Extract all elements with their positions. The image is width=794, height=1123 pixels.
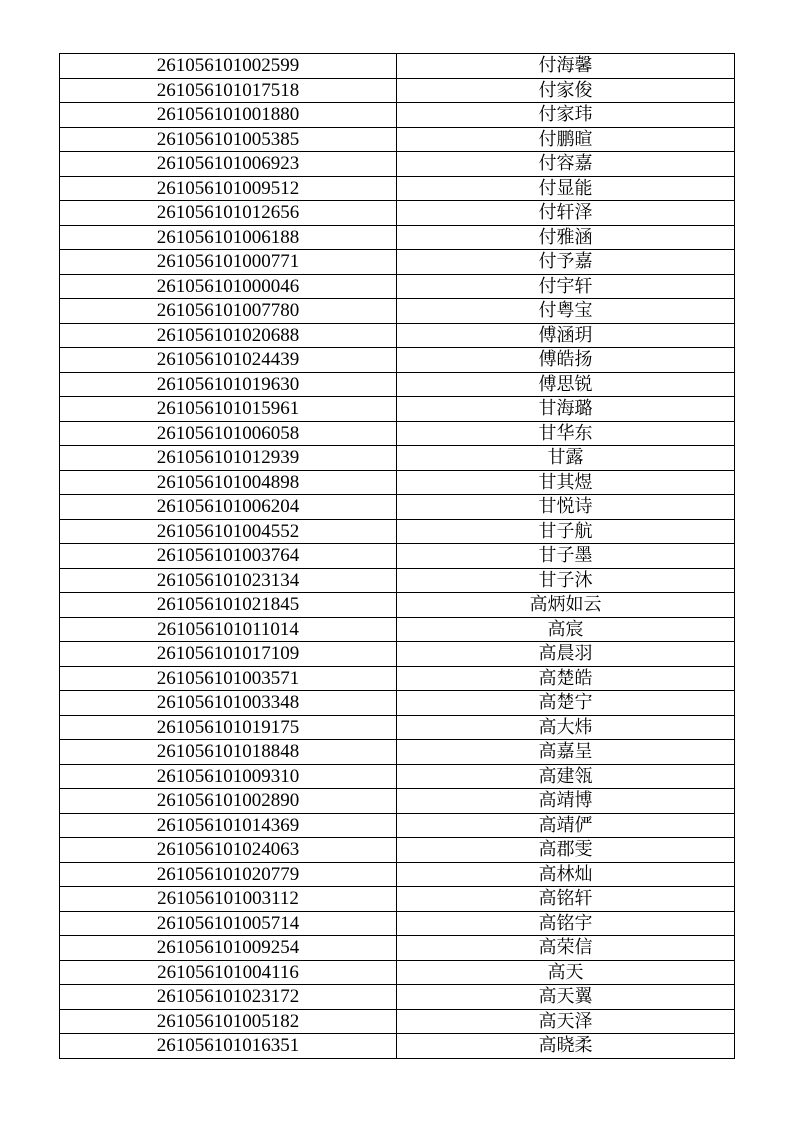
candidate-name-cell: 高大炜 xyxy=(397,715,735,740)
candidate-id-cell: 261056101006923 xyxy=(60,152,397,177)
candidate-name-cell: 甘子沐 xyxy=(397,568,735,593)
candidate-name-cell: 付容嘉 xyxy=(397,152,735,177)
candidate-name-cell: 付予嘉 xyxy=(397,250,735,275)
candidate-id-cell: 261056101000771 xyxy=(60,250,397,275)
candidate-id-cell: 261056101019630 xyxy=(60,372,397,397)
table-row xyxy=(60,470,735,495)
candidate-name-cell: 高天翼 xyxy=(397,985,735,1010)
candidate-id-cell: 261056101009512 xyxy=(60,176,397,201)
candidate-id-cell: 261056101005182 xyxy=(60,1009,397,1034)
candidate-id-cell: 261056101003571 xyxy=(60,666,397,691)
table-row xyxy=(60,495,735,520)
candidate-name-cell: 甘子墨 xyxy=(397,544,735,569)
candidate-name-cell: 付鹏暄 xyxy=(397,127,735,152)
table-row xyxy=(60,911,735,936)
table-row xyxy=(60,887,735,912)
candidate-id-cell: 261056101024063 xyxy=(60,838,397,863)
candidate-id-cell: 261056101004116 xyxy=(60,960,397,985)
candidate-name-cell: 付轩泽 xyxy=(397,201,735,226)
table-row xyxy=(60,397,735,422)
candidate-name-cell: 甘子航 xyxy=(397,519,735,544)
candidate-id-cell: 261056101009254 xyxy=(60,936,397,961)
candidate-name-cell: 付海馨 xyxy=(397,54,735,79)
table-row xyxy=(60,274,735,299)
candidate-id-cell: 261056101002890 xyxy=(60,789,397,814)
table-row xyxy=(60,127,735,152)
candidate-id-cell: 261056101000046 xyxy=(60,274,397,299)
table-row xyxy=(60,446,735,471)
table-row xyxy=(60,348,735,373)
candidate-id-cell: 261056101004898 xyxy=(60,470,397,495)
candidate-name-cell: 甘其煜 xyxy=(397,470,735,495)
candidate-id-cell: 261056101017518 xyxy=(60,78,397,103)
candidate-id-cell: 261056101017109 xyxy=(60,642,397,667)
table-row xyxy=(60,740,735,765)
table-row xyxy=(60,985,735,1010)
candidate-id-cell: 261056101016351 xyxy=(60,1034,397,1059)
candidate-name-cell: 高天泽 xyxy=(397,1009,735,1034)
candidate-id-cell: 261056101024439 xyxy=(60,348,397,373)
candidate-id-cell: 261056101015961 xyxy=(60,397,397,422)
candidate-id-cell: 261056101006204 xyxy=(60,495,397,520)
table-row xyxy=(60,617,735,642)
candidate-name-cell: 付宇轩 xyxy=(397,274,735,299)
table-row xyxy=(60,152,735,177)
table-row xyxy=(60,862,735,887)
candidate-id-cell: 261056101005385 xyxy=(60,127,397,152)
candidate-name-cell: 高嘉呈 xyxy=(397,740,735,765)
candidate-id-cell: 261056101002599 xyxy=(60,54,397,79)
roster-table xyxy=(59,53,735,1059)
candidate-name-cell: 高铭轩 xyxy=(397,887,735,912)
candidate-id-cell: 261056101020779 xyxy=(60,862,397,887)
candidate-id-cell: 261056101014369 xyxy=(60,813,397,838)
candidate-name-cell: 高楚宁 xyxy=(397,691,735,716)
candidate-name-cell: 高靖俨 xyxy=(397,813,735,838)
table-row xyxy=(60,78,735,103)
table-row xyxy=(60,593,735,618)
table-row xyxy=(60,250,735,275)
candidate-name-cell: 甘海璐 xyxy=(397,397,735,422)
candidate-name-cell: 傅思锐 xyxy=(397,372,735,397)
table-row xyxy=(60,1034,735,1059)
candidate-id-cell: 261056101021845 xyxy=(60,593,397,618)
candidate-id-cell: 261056101012939 xyxy=(60,446,397,471)
candidate-id-cell: 261056101003348 xyxy=(60,691,397,716)
candidate-name-cell: 甘露 xyxy=(397,446,735,471)
candidate-name-cell: 高铭宇 xyxy=(397,911,735,936)
candidate-name-cell: 付粤宝 xyxy=(397,299,735,324)
candidate-id-cell: 261056101011014 xyxy=(60,617,397,642)
table-row xyxy=(60,666,735,691)
candidate-id-cell: 261056101001880 xyxy=(60,103,397,128)
candidate-id-cell: 261056101005714 xyxy=(60,911,397,936)
candidate-id-cell: 261056101009310 xyxy=(60,764,397,789)
candidate-name-cell: 高晓柔 xyxy=(397,1034,735,1059)
roster-table-body xyxy=(60,54,735,1059)
table-row xyxy=(60,764,735,789)
table-row xyxy=(60,103,735,128)
candidate-id-cell: 261056101003112 xyxy=(60,887,397,912)
candidate-name-cell: 付家俊 xyxy=(397,78,735,103)
table-row xyxy=(60,421,735,446)
candidate-id-cell: 261056101019175 xyxy=(60,715,397,740)
candidate-name-cell: 高晨羽 xyxy=(397,642,735,667)
candidate-name-cell: 高靖博 xyxy=(397,789,735,814)
candidate-name-cell: 高郡雯 xyxy=(397,838,735,863)
candidate-name-cell: 高建瓴 xyxy=(397,764,735,789)
candidate-name-cell: 傅皓扬 xyxy=(397,348,735,373)
table-row xyxy=(60,176,735,201)
table-row xyxy=(60,299,735,324)
table-row xyxy=(60,372,735,397)
candidate-name-cell: 高荣信 xyxy=(397,936,735,961)
candidate-name-cell: 高林灿 xyxy=(397,862,735,887)
table-row xyxy=(60,201,735,226)
candidate-name-cell: 高炳如云 xyxy=(397,593,735,618)
candidate-name-cell: 甘悦诗 xyxy=(397,495,735,520)
candidate-id-cell: 261056101006058 xyxy=(60,421,397,446)
table-row xyxy=(60,1009,735,1034)
candidate-name-cell: 高天 xyxy=(397,960,735,985)
candidate-name-cell: 付显能 xyxy=(397,176,735,201)
candidate-name-cell: 高楚皓 xyxy=(397,666,735,691)
table-row xyxy=(60,225,735,250)
candidate-id-cell: 261056101004552 xyxy=(60,519,397,544)
candidate-name-cell: 付雅涵 xyxy=(397,225,735,250)
table-row xyxy=(60,715,735,740)
table-row xyxy=(60,323,735,348)
candidate-id-cell: 261056101006188 xyxy=(60,225,397,250)
table-row xyxy=(60,813,735,838)
candidate-name-cell: 甘华东 xyxy=(397,421,735,446)
table-row xyxy=(60,789,735,814)
table-row xyxy=(60,519,735,544)
candidate-name-cell: 傅涵玥 xyxy=(397,323,735,348)
candidate-id-cell: 261056101023172 xyxy=(60,985,397,1010)
table-row xyxy=(60,691,735,716)
candidate-id-cell: 261056101020688 xyxy=(60,323,397,348)
table-row xyxy=(60,54,735,79)
table-row xyxy=(60,642,735,667)
candidate-id-cell: 261056101018848 xyxy=(60,740,397,765)
candidate-id-cell: 261056101007780 xyxy=(60,299,397,324)
table-row xyxy=(60,960,735,985)
candidate-id-cell: 261056101023134 xyxy=(60,568,397,593)
candidate-id-cell: 261056101003764 xyxy=(60,544,397,569)
table-row xyxy=(60,568,735,593)
candidate-name-cell: 高宸 xyxy=(397,617,735,642)
candidate-name-cell: 付家玮 xyxy=(397,103,735,128)
table-row xyxy=(60,838,735,863)
table-row xyxy=(60,544,735,569)
candidate-id-cell: 261056101012656 xyxy=(60,201,397,226)
table-row xyxy=(60,936,735,961)
